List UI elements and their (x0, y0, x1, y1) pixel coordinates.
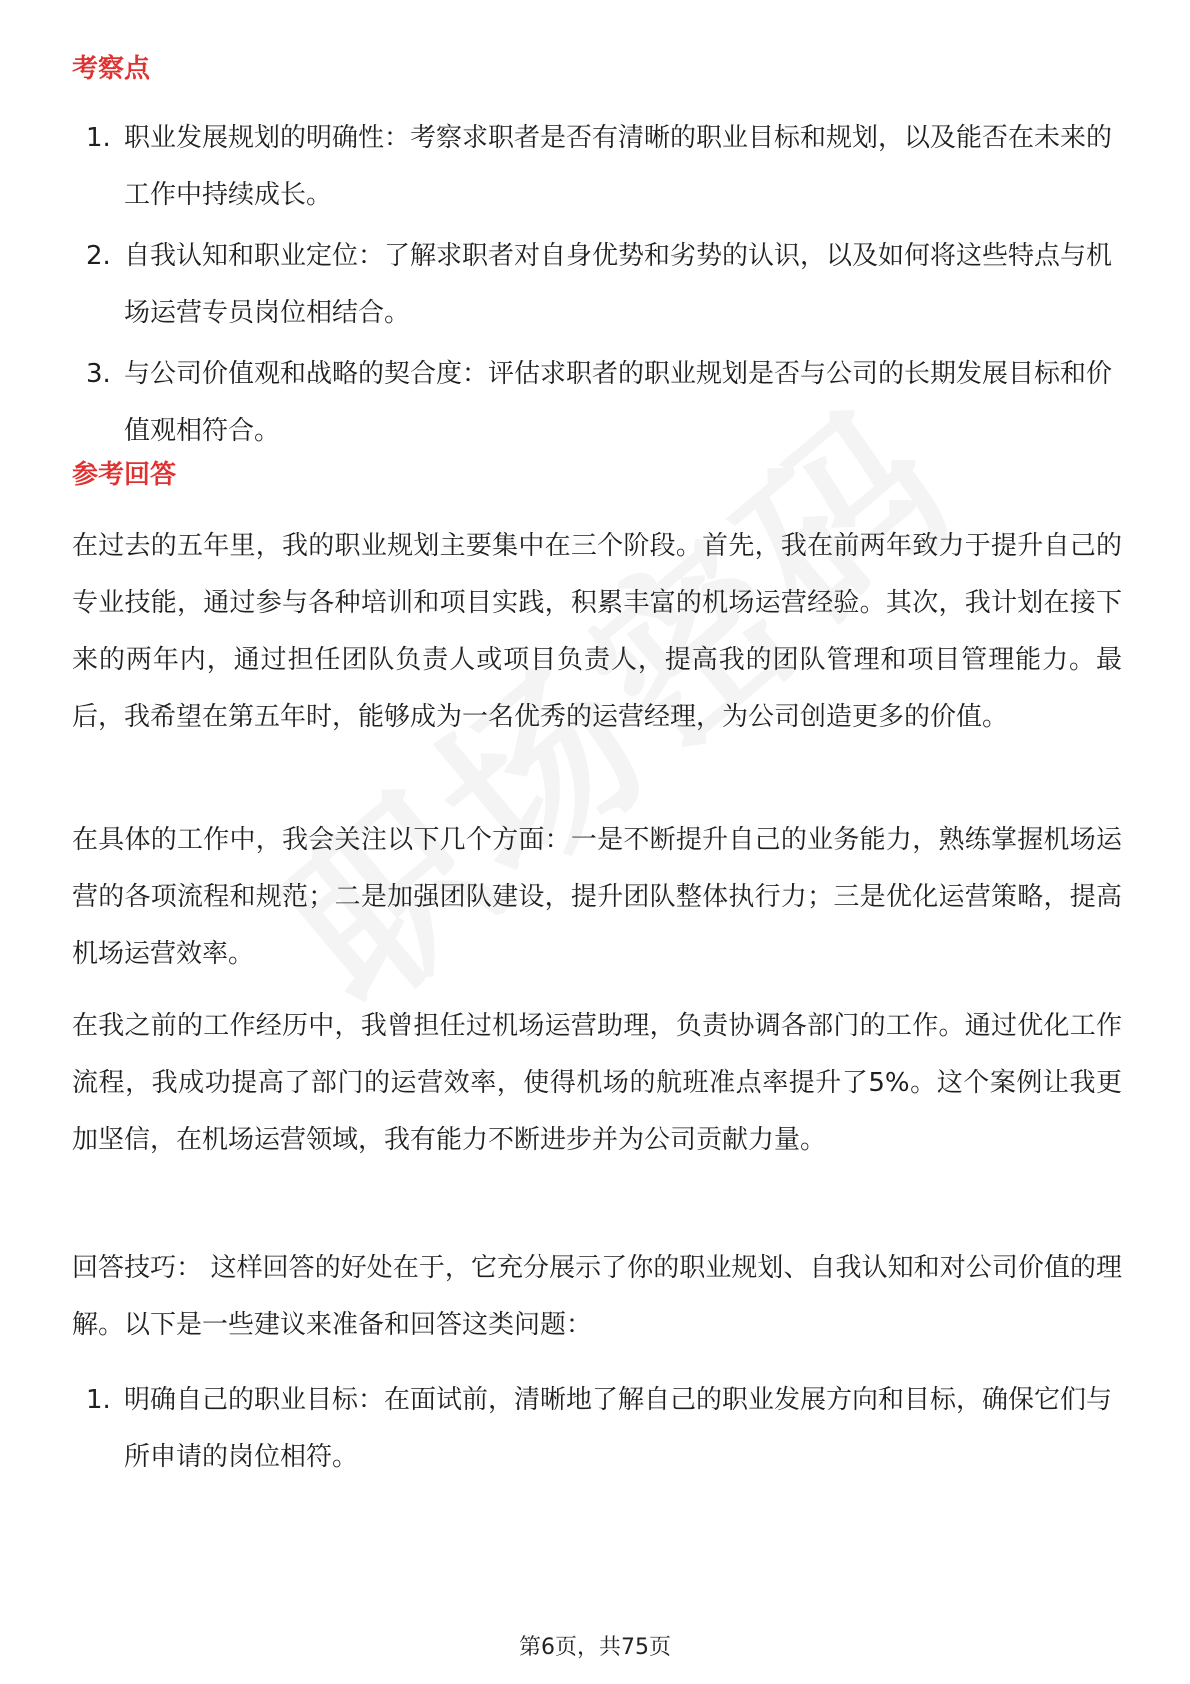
reference-answer-heading: 参考回答 (72, 460, 177, 490)
page-footer: 第6页，共75页 (519, 1635, 671, 1660)
list-item-number: 3. (86, 359, 111, 389)
list-item-text: 职业发展规划的明确性：考察求职者是否有清晰的职业目标和规划，以及能否在未来的工作中持续成长。 (124, 123, 1113, 210)
exam-points-heading: 考察点 (72, 54, 151, 84)
list-item-number: 2. (86, 241, 111, 271)
answer-tips-intro: 回答技巧： 这样回答的好处在于，它充分展示了你的职业规划、自我认知和对公司价值的理解。以下是一些建议来准备和回答这类问题： (72, 1253, 1122, 1340)
list-item-number: 1. (86, 123, 111, 153)
answer-paragraph-3: 在我之前的工作经历中，我曾担任过机场运营助理，负责协调各部门的工作。通过优化工作流程，我成功提高了部门的运营效率，使得机场的航班准点率提升了5%。这个案例让我更加坚信，在机场运营领域，我有能力不断进步并为公司贡献力量。 (72, 1011, 1122, 1155)
list-item (72, 1372, 1122, 1486)
answer-paragraph-1: 在过去的五年里，我的职业规划主要集中在三个阶段。首先，我在前两年致力于提升自己的专业技能，通过参与各种培训和项目实践，积累丰富的机场运营经验。其次，我计划在接下来的两年内，通过担任团队负责人或项目负责人，提高我的团队管理和项目管理能力。最后，我希望在第五年时，能够成为一名优秀的运营经理，为公司创造更多的价值。 (72, 531, 1122, 732)
list-item-number: 1. (86, 1385, 111, 1415)
list-item (72, 346, 1122, 460)
answer-paragraph-2: 在具体的工作中，我会关注以下几个方面：一是不断提升自己的业务能力，熟练掌握机场运营的各项流程和规范；二是加强团队建设，提升团队整体执行力；三是优化运营策略，提高机场运营效率。 (72, 825, 1122, 969)
list-item-text: 自我认知和职业定位：了解求职者对自身优势和劣势的认识，以及如何将这些特点与机场运营专员岗位相结合。 (124, 241, 1113, 328)
list-item (72, 110, 1122, 224)
tips-list (72, 1372, 1122, 1490)
list-item-text: 与公司价值观和战略的契合度：评估求职者的职业规划是否与公司的长期发展目标和价值观相符合。 (124, 359, 1113, 446)
list-item-text: 明确自己的职业目标：在面试前，清晰地了解自己的职业发展方向和目标，确保它们与所申请的岗位相符。 (124, 1385, 1113, 1472)
list-item (72, 228, 1122, 342)
exam-points-list (72, 110, 1122, 464)
